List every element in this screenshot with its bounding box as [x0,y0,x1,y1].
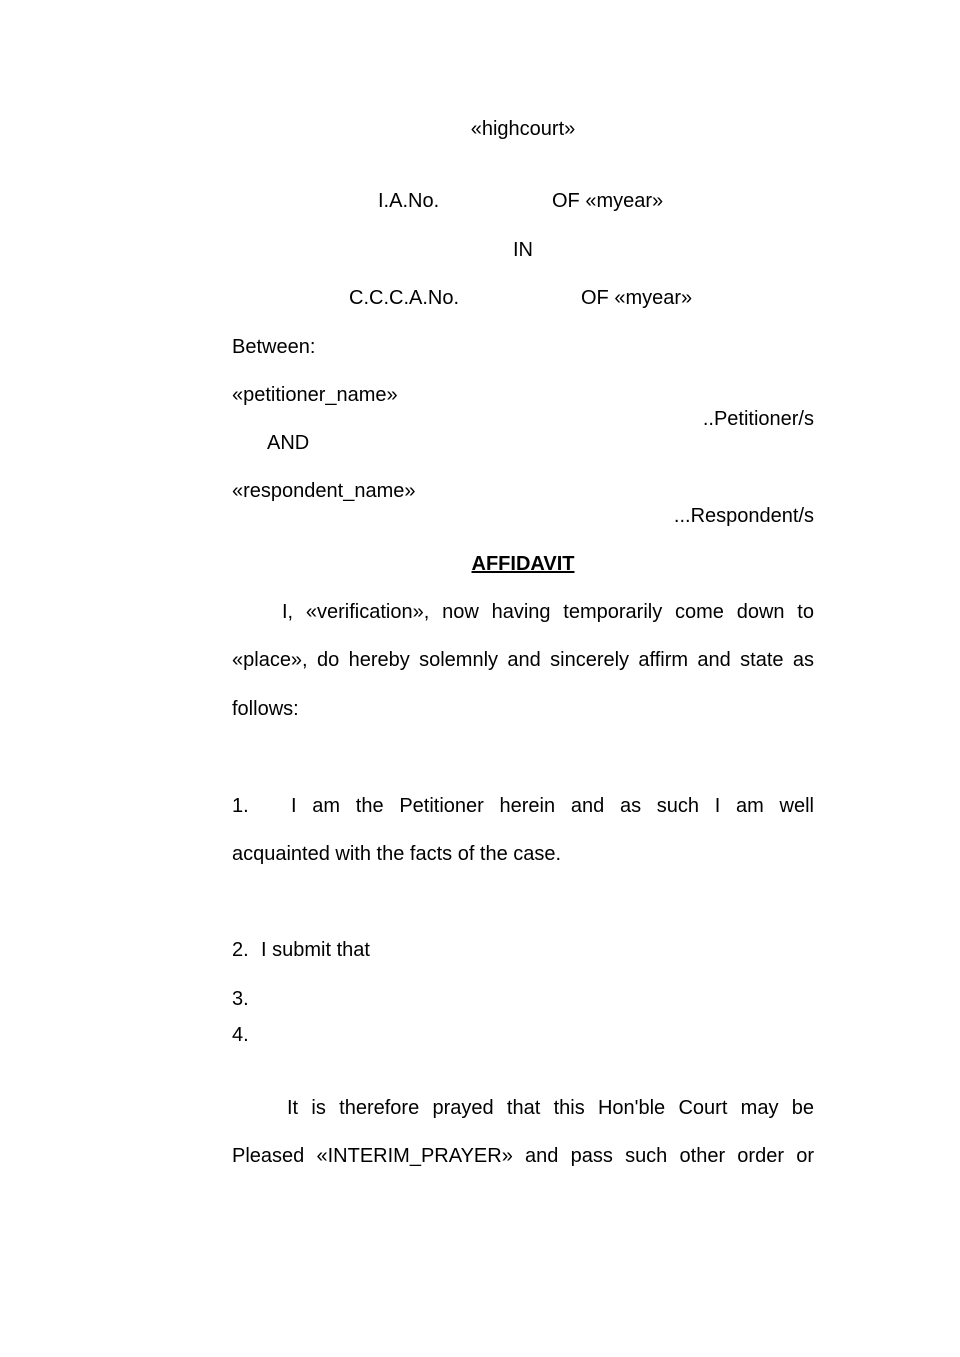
intro-line-2: «place», do hereby solemnly and sincerely affirm and state as [232,649,814,671]
intro-line-1: I, «verification», now having temporarily come down to [282,601,814,623]
between-label: Between: [232,336,316,358]
respondent-role: ...Respondent/s [673,505,814,527]
petitioner-name: «petitioner_name» [232,384,398,406]
ia-number-label: I.A.No. [378,190,440,212]
respondent-name: «respondent_name» [232,480,416,502]
paragraph-1-line-1: I am the Petitioner herein and as such I am well [291,795,814,817]
paragraph-1-line-2: acquainted with the facts of the case. [232,843,562,865]
paragraph-4-number: 4. [232,1024,249,1046]
paragraph-2-number: 2. [232,939,249,961]
ia-year: OF «myear» [552,190,664,212]
paragraph-2-text: I submit that [261,939,370,961]
intro-line-3: follows: [232,698,299,720]
prayer-line-1: It is therefore prayed that this Hon'ble Court may be [287,1097,814,1119]
petitioner-role: ..Petitioner/s [702,408,814,430]
and-label: AND [267,432,310,454]
ccca-number-label: C.C.C.A.No. [349,287,460,309]
prayer-line-2: Pleased «INTERIM_PRAYER» and pass such other order or [232,1145,814,1167]
ccca-year: OF «myear» [581,287,693,309]
paragraph-1-number: 1. [232,795,249,817]
document-title: AFFIDAVIT [471,553,575,575]
in-label: IN [513,239,533,261]
paragraph-3-number: 3. [232,988,249,1010]
court-name: «highcourt» [470,118,576,140]
